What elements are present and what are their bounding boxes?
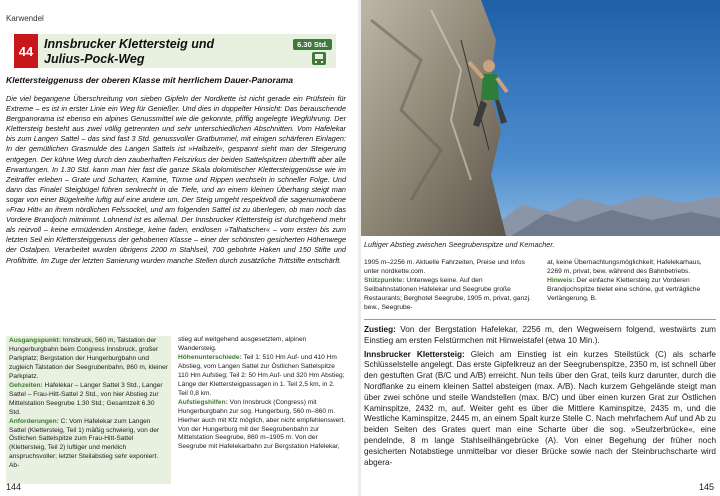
zustieg-paragraph: Zustieg: Von der Bergstation Hafelekar, 2256 m, den Wegweisern folgend, westwärts zum Einstieg am ersten Felstürmchen mit Hinweistafel (etwa 10 Min.).: [364, 325, 716, 345]
info-entry: at, keine Übernachtungsmöglichkeit; Hafelekarhaus, 2269 m, privat, bew. während des Bahnbetriebs.: [547, 259, 702, 275]
photo-caption: Luftiger Abstieg zwischen Seegrubenspitze und Kemacher.: [364, 240, 555, 249]
info-column-b: [547, 259, 716, 304]
climber-photo-illustration: [361, 0, 720, 236]
info-column-a: [364, 259, 532, 312]
climber-photo: [361, 0, 720, 236]
tour-title-line2: Julius-Pock-Weg: [44, 52, 145, 66]
intro-text: Die viel begangene Überschreitung von sieben Gipfeln der Nordkette ist nicht gerade ein Prüfstein für Extreme – es ist in erster Linie ein Weg für Genießer. Und dies in doppelter Hinsicht: Das berauschende Bergpanorama ist ebenso ein alpines Genussmittel wie die gekonnte, pfiffig angelegte Wegführung. Der Klettersteig besteht aus zwei völlig getrennten und sehr unterschiedlichen Abschnitten. Vom Hafelekar bis zum Langen Sattel – das sind fast 3 Std. genussvoller Gratbummel, mit einigen schärferen Einlagen: In der gemütlichen Grasmulde des Langen Sattels ist »Halbzeit«, gespannt sieht man der Steigerung entgegen. Der kühne Weg durch den zauberhaften Felszirkus der beiden Sattelspitzen übertrifft aber alle Erwartungen. In 1.30 Std. kann man hier fast die ganze Skala dolomitischer Klettersteiggenüsse wie im Zeitraffer erleben – Grate und Scharten, Kamine, Türme und Rippen wechseln in schneller Folge. Und dann das Finale! Steigbügel führen senkrecht in die Tiefe, und an einem kleinen Überhang steigt man sogar von einer Bügelreihe luftig auf eine andere um. Der Steig umgeht respektvoll die sagenumwobene »Frau Hitt« an ihrem nördlichen Felssockel, und am folgenden Sattel ist zu überlegen, ob man noch das Vordere Brandjoch mitnimmt. Lohnend ist es allemal. Der Innsbrucker Klettersteig ist durchgehend mehr als reizvoll – keine ermüdenden Anstiege, keine faden, endlosen »Talhatscher« – vom ersten bis zum letzten Seil ein Klettersteiggenuss der gehobenen Klasse – einer der schönsten gesicherten Höhenwege der Ostalpen. Verarbeitet wurden übrigens 2200 m Stahlseil, 700 gebohrte Haken und 150 Stifte und Profiltritte. Im Zuge der letzten Sanierung wurden manche Stellen durch zusätzliche Trittstifte entschärft.: [6, 94, 346, 265]
tour-subtitle: Klettersteiggenuss der oberen Klasse mit herrlichem Dauer-Panorama: [6, 75, 294, 85]
info-entry: 1905 m–2256 m. Aktuelle Fahrzeiten, Preise und Infos unter nordkette.com.: [364, 259, 525, 275]
tour-number: 44: [14, 34, 38, 68]
duration-badge: 6.30 Std.: [293, 39, 332, 50]
right-page: [361, 0, 720, 496]
info-entry: Gehzeiten: Hafelekar – Langer Sattel 3 Std., Langer Sattel – Frau-Hitt-Sattel 2 Std., von hier Abstieg zur Mittelstation Seegrube 1.30 Std.; Gesamtzeit 6.30 Std.: [9, 381, 163, 416]
region-header: Karwendel: [6, 14, 44, 23]
route-description: [364, 325, 716, 471]
tour-title-box: [14, 34, 336, 68]
page-number-left: 144: [6, 482, 22, 492]
info-entry: Ausgangspunkt: Innsbruck, 560 m, Talstation der Hungerburgbahn beim Congress Innsbruck, großer Parkplatz; Bergstation der Hungerburgbahn und zugleich Talstation der Seegrubenbahn, 860 m, kleiner Parkplatz.: [9, 337, 168, 380]
left-page: [0, 0, 358, 496]
klettersteig-paragraph: Innsbrucker Klettersteig: Gleich am Einstieg ist ein kurzes Steilstück (C) als scharfe Schlüsselstelle angelegt. Das erste Gipfelkreuz an der Seegrubenspitze, 2350 m, ist schnell über den gestuften Grat (B/C und A/B) erreicht. Nun teils über den Grat, teils kurz darunter, durch die Nordflanke zu einem kleinen Sattel absteigen (max. A/B). Nach kurzem Gehgelände steigt man über zwei schöne und steile Wandstellen (max. B/C) und über einen kurzen Grat zur Östlichen Kaminspitze, 2432 m, auf. Weiter geht es über die Mittlere Kaminspitze, 2435 m, und die Westliche Kaminspitze, 2445 m, an einem Spalt kurze Stelle C. Nach mehrfachem Auf und Ab zu beiden Seiten des Grates quert man eine Scharte über die sog. »Seufzerbrücke«, eine pendelnde, 8 m lange Stahlseilhängebrücke (A). Von einer Begehung der früher noch gesicherten Notabstiege unmittelbar vor dieser Brücke sowie nach der Steinbruchscharte wird abgera-: [364, 349, 716, 467]
info-entry: Anforderungen: C: Vom Hafelekar zum Langen Sattel (Klettersteig, Teil 1) mäßig schwierig, von der Östlichen Sattelspitze zum Frau-Hitt-Sattel (Klettersteig, Teil 2) luftiger und merklich anspruchsvoller; letzter Steilabstieg sehr exponiert. Ab-: [9, 417, 160, 470]
tour-title: [44, 37, 274, 67]
info-entry: Aufstiegshilfen: Von Innsbruck (Congress) mit Hungerburgbahn zur sog. Hungerburg, 560 m–860 m. Hierher auch mit Kfz möglich, aber nicht empfehlenswert. Von der Hungerburg mit der Seegrubenbahn zur Mittelstation Seegrube, 860 m–1905 m. Von der Seegrube mit Hafelekarbahn zur Bergstation Hafelekar,: [178, 398, 346, 451]
bus-icon: [312, 52, 326, 65]
info-column-2: [178, 336, 346, 452]
info-entry: stieg auf weitgehend ausgesetztem, alpinen Wandersteig.: [178, 336, 307, 352]
info-entry: Stützpunkte: Unterwegs keine. Auf den Seilbahnstationen Hafelekar und Seegrube große Restaurants; Berghotel Seegrube, 1905 m, privat, ganzj. bew., Seegrube-: [364, 276, 531, 311]
page-number-right: 145: [698, 482, 714, 492]
info-entry: Hinweis: Der einfache Klettersteig zur Vorderen Brandjochspitze bietet eine schöne, gut verträgliche Verlängerung, B.: [547, 276, 701, 302]
info-entry: Höhenunterschiede: Teil 1: 510 Hm Auf- und 410 Hm Abstieg, vom Langen Sattel zur Östlichen Sattelspitze 110 Hm Aufstieg; Teil 2: 50 Hm Auf- und 320 Hm Abstieg; Länge der Klettersteigpassagen in 1. Teil 2,5 km, in 2. Teil 0,8 km.: [178, 353, 345, 397]
info-column-1: [6, 336, 171, 484]
tour-title-line1: Innsbrucker Klettersteig und: [44, 37, 215, 51]
info-box: [6, 336, 346, 484]
section-divider: [364, 319, 716, 320]
